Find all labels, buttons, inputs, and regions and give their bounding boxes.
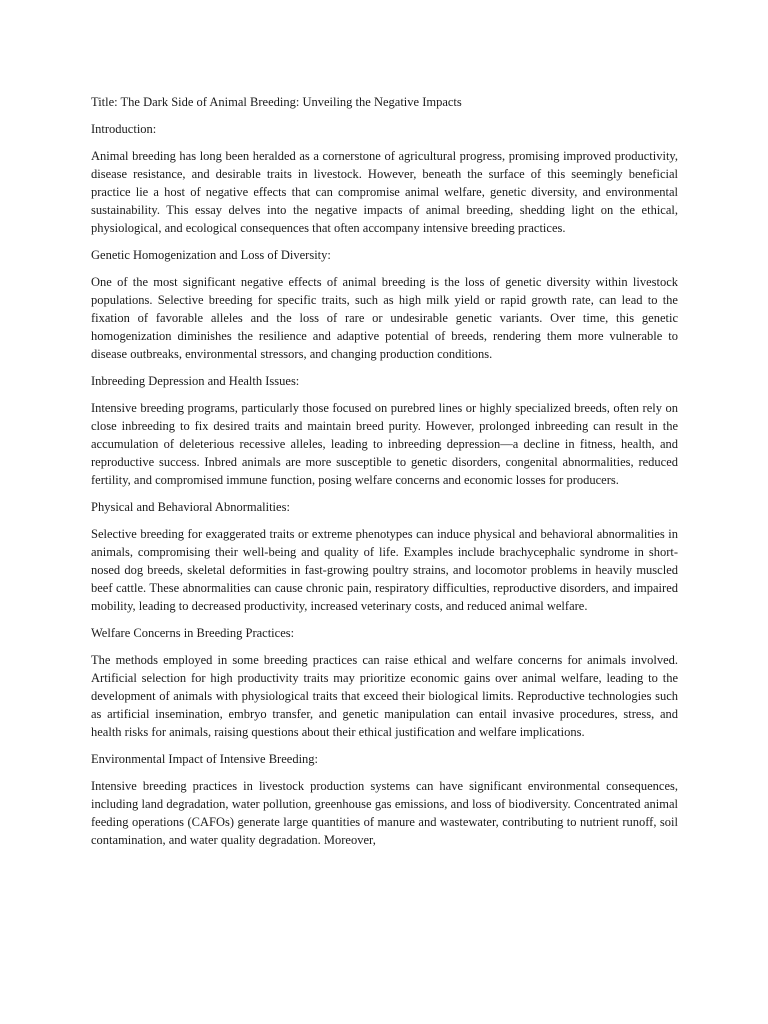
paragraph-inbreeding-depression: Intensive breeding programs, particularly those focused on purebred lines or highly specialized breeds, often rely on close inbreeding to fix desired traits and maintain breed purity. However, prolonged inbreeding can result in the accumulation of deleterious recessive alleles, leading to inbreeding depression—a decline in fitness, health, and reproductive success. Inbred animals are more susceptible to genetic disorders, congenital abnormalities, reduced fertility, and compromised immune function, posing welfare concerns and economic losses for producers. bbox=[91, 401, 678, 487]
paragraph-physical-abnormalities: Selective breeding for exaggerated traits or extreme phenotypes can induce physical and behavioral abnormalities in animals, compromising their well-being and quality of life. Examples include brachycephalic syndrome in short-nosed dog breeds, skeletal deformities in fast-growing poultry strains, and locomotor problems in heavily muscled beef cattle. These abnormalities can cause chronic pain, respiratory difficulties, reproductive disorders, and impaired mobility, leading to decreased productivity, increased veterinary costs, and reduced animal welfare. bbox=[91, 527, 678, 613]
section-heading-inbreeding-depression: Inbreeding Depression and Health Issues: bbox=[91, 374, 300, 388]
paragraph-introduction: Animal breeding has long been heralded as a cornerstone of agricultural progress, promising improved productivity, disease resistance, and desirable traits in livestock. However, beneath the surface of this seemingly beneficial practice lie a host of negative effects that can compromise animal welfare, genetic diversity, and environmental sustainability. This essay delves into the negative impacts of animal breeding, shedding light on the ethical, physiological, and ecological consequences that often accompany intensive breeding practices. bbox=[91, 149, 678, 235]
section-heading-environmental-impact: Environmental Impact of Intensive Breeding: bbox=[91, 752, 319, 766]
essay-title: Title: The Dark Side of Animal Breeding: Unveiling the Negative Impacts bbox=[91, 95, 462, 109]
paragraph-welfare-concerns: The methods employed in some breeding practices can raise ethical and welfare concerns for animals involved. Artificial selection for high productivity traits may prioritize economic gains over animal welfare, leading to the development of animals with physiological traits that exceed their biological limits. Reproductive technologies such as artificial insemination, embryo transfer, and genetic manipulation can entail invasive procedures, stress, and health risks for animals, raising questions about their ethical justification and welfare implications. bbox=[91, 653, 678, 739]
paragraph-genetic-homogenization: One of the most significant negative effects of animal breeding is the loss of genetic diversity within livestock populations. Selective breeding for specific traits, such as high milk yield or rapid growth rate, can lead to the fixation of favorable alleles and the loss of rare or undesirable genetic variants. Over time, this genetic homogenization diminishes the resilience and adaptive potential of breeds, rendering them more vulnerable to disease outbreaks, environmental stressors, and changing production conditions. bbox=[91, 275, 678, 361]
section-heading-genetic-homogenization: Genetic Homogenization and Loss of Diversity: bbox=[91, 248, 331, 262]
paragraph-environmental-impact: Intensive breeding practices in livestock production systems can have significant environmental consequences, including land degradation, water pollution, greenhouse gas emissions, and loss of biodiversity. Concentrated animal feeding operations (CAFOs) generate large quantities of manure and wastewater, contributing to nutrient runoff, soil contamination, and water quality degradation. Moreover, bbox=[91, 779, 678, 847]
essay-body bbox=[91, 93, 678, 858]
section-heading-physical-abnormalities: Physical and Behavioral Abnormalities: bbox=[91, 500, 290, 514]
section-heading-welfare-concerns: Welfare Concerns in Breeding Practices: bbox=[91, 626, 295, 640]
section-heading-introduction: Introduction: bbox=[91, 122, 157, 136]
